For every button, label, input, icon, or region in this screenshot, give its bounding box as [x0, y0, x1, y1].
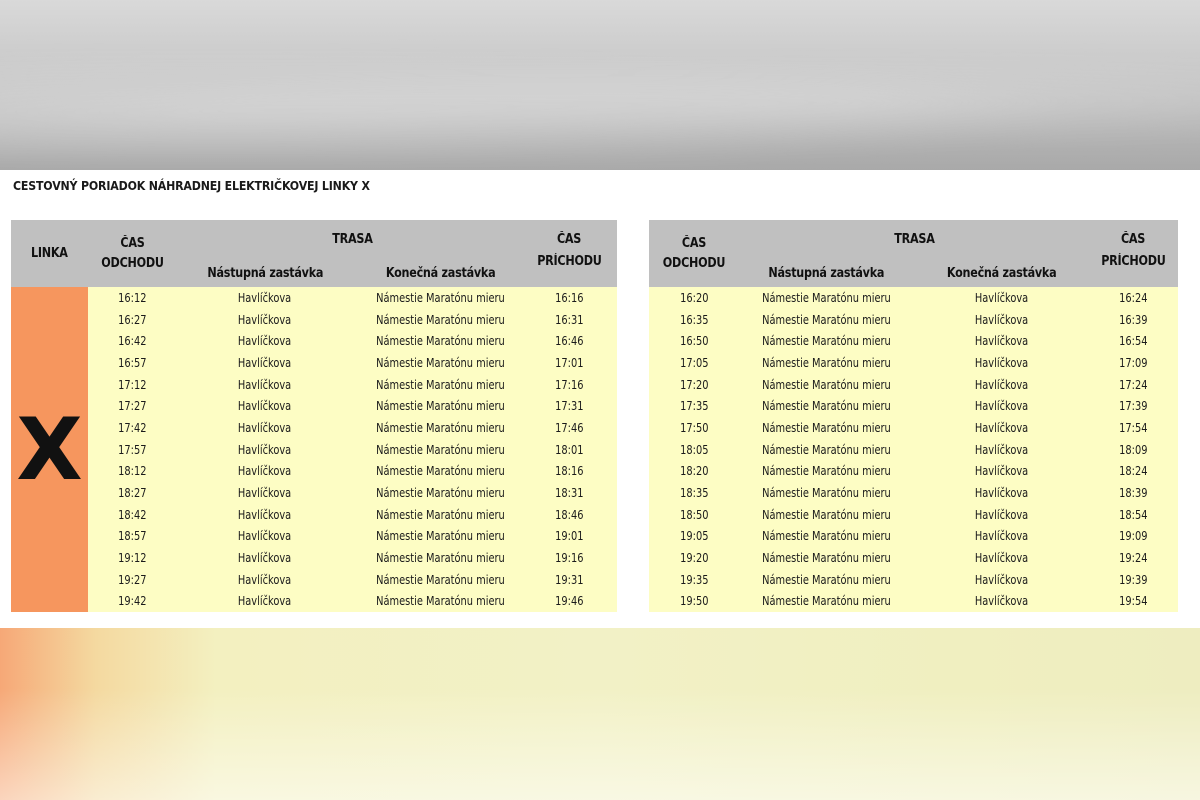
arrival-time-cell: 18:09 — [1119, 442, 1148, 457]
timetable-outbound — [11, 220, 617, 612]
final-stop-cell: Havlíčkova — [974, 529, 1029, 544]
boarding-stop-cell: Havlíčkova — [238, 551, 292, 566]
boarding-stop-cell: Havlíčkova — [238, 442, 292, 457]
final-stop-cell: Havlíčkova — [974, 355, 1029, 370]
boarding-stop-cell: Námestie Maratónu mieru — [762, 442, 891, 457]
boarding-stop-cell: Havlíčkova — [238, 399, 292, 414]
boarding-stop-cell: Havlíčkova — [238, 420, 292, 435]
arrival-time-cell: 17:31 — [554, 399, 584, 414]
departure-time-cell: 18:50 — [679, 507, 709, 522]
arrival-time-cell: 18:31 — [554, 486, 584, 501]
final-stop-cell: Havlíčkova — [974, 399, 1029, 414]
departure-time-cell: 17:50 — [679, 420, 709, 435]
boarding-stop-cell: Námestie Maratónu mieru — [762, 377, 891, 392]
table-row — [11, 352, 617, 374]
table-row — [649, 504, 1178, 526]
departure-time-cell: 19:20 — [679, 551, 709, 566]
arrival-time-cell: 19:31 — [554, 572, 584, 587]
table-row — [11, 591, 617, 613]
final-stop-cell: Námestie Maratónu mieru — [376, 420, 505, 435]
table-row — [649, 417, 1178, 439]
departure-time-cell: 18:35 — [679, 486, 709, 501]
table-row — [649, 330, 1178, 352]
final-stop-cell: Námestie Maratónu mieru — [376, 594, 505, 609]
departure-time-cell: 18:57 — [118, 529, 147, 544]
departure-time-cell: 16:50 — [679, 334, 709, 349]
final-stop-cell: Havlíčkova — [974, 420, 1029, 435]
final-stop-cell: Námestie Maratónu mieru — [376, 486, 505, 501]
final-stop-cell: Námestie Maratónu mieru — [376, 551, 505, 566]
final-stop-cell: Havlíčkova — [974, 551, 1029, 566]
departure-time-cell: 16:20 — [679, 290, 709, 305]
departure-time-cell: 19:27 — [118, 572, 147, 587]
departure-time-cell: 16:27 — [118, 312, 147, 327]
departure-time-cell: 17:35 — [679, 399, 709, 414]
arrival-time-cell: 17:54 — [1119, 420, 1148, 435]
final-stop-cell: Námestie Maratónu mieru — [376, 334, 505, 349]
arrival-time-cell: 18:46 — [554, 507, 584, 522]
table-body — [649, 287, 1178, 612]
header-cas-odchodu: ČAS ODCHODU — [662, 235, 726, 271]
blurred-background-bottom — [0, 628, 1200, 800]
final-stop-cell: Havlíčkova — [974, 334, 1029, 349]
departure-time-cell: 17:12 — [118, 377, 147, 392]
boarding-stop-cell: Havlíčkova — [238, 529, 292, 544]
table-row — [649, 591, 1178, 613]
boarding-stop-cell: Havlíčkova — [238, 377, 292, 392]
table-row — [649, 352, 1178, 374]
departure-time-cell: 19:05 — [679, 529, 709, 544]
departure-time-cell: 19:50 — [679, 594, 709, 609]
table-row — [11, 569, 617, 591]
table-row — [11, 482, 617, 504]
boarding-stop-cell: Námestie Maratónu mieru — [762, 312, 891, 327]
page-title: CESTOVNÝ PORIADOK NÁHRADNEJ ELEKTRIČKOVEJ LINKY X — [13, 178, 370, 193]
arrival-time-cell: 18:16 — [554, 464, 584, 479]
arrival-time-cell: 16:24 — [1119, 290, 1148, 305]
departure-time-cell: 16:42 — [118, 334, 147, 349]
boarding-stop-cell: Námestie Maratónu mieru — [762, 529, 891, 544]
table-body — [11, 287, 617, 612]
departure-time-cell: 18:05 — [679, 442, 709, 457]
final-stop-cell: Havlíčkova — [974, 290, 1029, 305]
final-stop-cell: Havlíčkova — [974, 507, 1029, 522]
arrival-time-cell: 16:31 — [554, 312, 584, 327]
table-row — [649, 395, 1178, 417]
boarding-stop-cell: Havlíčkova — [238, 464, 292, 479]
final-stop-cell: Námestie Maratónu mieru — [376, 355, 505, 370]
boarding-stop-cell: Námestie Maratónu mieru — [762, 507, 891, 522]
departure-time-cell: 16:57 — [118, 355, 147, 370]
table-row — [11, 395, 617, 417]
header-konecna-zastavka: Konečná zastávka — [946, 266, 1057, 281]
arrival-time-cell: 17:39 — [1119, 399, 1148, 414]
arrival-time-cell: 19:01 — [554, 529, 584, 544]
arrival-time-cell: 16:39 — [1119, 312, 1148, 327]
departure-time-cell: 19:42 — [118, 594, 147, 609]
blurred-background-top — [0, 0, 1200, 170]
boarding-stop-cell: Havlíčkova — [238, 355, 292, 370]
table-row — [11, 417, 617, 439]
final-stop-cell: Námestie Maratónu mieru — [376, 442, 505, 457]
header-cas-prichodu-line2: PRÍCHODU — [1101, 254, 1166, 269]
arrival-time-cell: 19:09 — [1119, 529, 1148, 544]
departure-time-cell: 17:27 — [118, 399, 147, 414]
arrival-time-cell: 19:54 — [1119, 594, 1148, 609]
final-stop-cell: Námestie Maratónu mieru — [376, 464, 505, 479]
header-cas-prichodu-line1: ČAS — [1121, 232, 1146, 247]
departure-time-cell: 18:12 — [118, 464, 147, 479]
table-row — [649, 461, 1178, 483]
final-stop-cell: Havlíčkova — [974, 464, 1029, 479]
header-konecna-zastavka: Konečná zastávka — [385, 266, 496, 281]
final-stop-cell: Námestie Maratónu mieru — [376, 507, 505, 522]
final-stop-cell: Námestie Maratónu mieru — [376, 529, 505, 544]
arrival-time-cell: 17:09 — [1119, 355, 1148, 370]
boarding-stop-cell: Námestie Maratónu mieru — [762, 290, 891, 305]
boarding-stop-cell: Námestie Maratónu mieru — [762, 420, 891, 435]
departure-time-cell: 17:20 — [679, 377, 709, 392]
final-stop-cell: Námestie Maratónu mieru — [376, 377, 505, 392]
arrival-time-cell: 16:46 — [554, 334, 584, 349]
boarding-stop-cell: Havlíčkova — [238, 507, 292, 522]
table-row — [11, 461, 617, 483]
table-row — [649, 547, 1178, 569]
boarding-stop-cell: Havlíčkova — [238, 290, 292, 305]
header-cas-odchodu: ČAS ODCHODU — [101, 235, 164, 271]
arrival-time-cell: 17:01 — [554, 355, 584, 370]
table-row — [649, 569, 1178, 591]
table-row — [649, 482, 1178, 504]
boarding-stop-cell: Havlíčkova — [238, 486, 292, 501]
final-stop-cell: Námestie Maratónu mieru — [376, 312, 505, 327]
final-stop-cell: Havlíčkova — [974, 594, 1029, 609]
boarding-stop-cell: Námestie Maratónu mieru — [762, 334, 891, 349]
table-row — [649, 526, 1178, 548]
table-row — [11, 439, 617, 461]
table-row — [11, 504, 617, 526]
departure-time-cell: 17:42 — [118, 420, 147, 435]
departure-time-cell: 16:12 — [118, 290, 147, 305]
table-header — [649, 220, 1178, 287]
timetable-return — [649, 220, 1178, 612]
departure-time-cell: 19:35 — [679, 572, 709, 587]
arrival-time-cell: 18:54 — [1119, 507, 1148, 522]
table-row — [11, 330, 617, 352]
boarding-stop-cell: Námestie Maratónu mieru — [762, 486, 891, 501]
departure-time-cell: 18:20 — [679, 464, 709, 479]
table-header — [11, 220, 617, 287]
header-cas-prichodu-line1: ČAS — [556, 232, 582, 247]
table-row — [649, 287, 1178, 309]
final-stop-cell: Havlíčkova — [974, 312, 1029, 327]
arrival-time-cell: 17:24 — [1119, 377, 1148, 392]
departure-time-cell: 17:05 — [679, 355, 709, 370]
final-stop-cell: Námestie Maratónu mieru — [376, 290, 505, 305]
final-stop-cell: Havlíčkova — [974, 442, 1029, 457]
final-stop-cell: Námestie Maratónu mieru — [376, 399, 505, 414]
table-row — [11, 547, 617, 569]
arrival-time-cell: 17:16 — [554, 377, 584, 392]
header-cas-prichodu-line2: PRÍCHODU — [536, 254, 602, 269]
header-nastupna-zastavka: Nástupná zastávka — [768, 266, 885, 281]
departure-time-cell: 18:42 — [118, 507, 147, 522]
table-row — [11, 287, 617, 309]
boarding-stop-cell: Námestie Maratónu mieru — [762, 399, 891, 414]
arrival-time-cell: 16:54 — [1119, 334, 1148, 349]
boarding-stop-cell: Havlíčkova — [238, 594, 292, 609]
boarding-stop-cell: Havlíčkova — [238, 572, 292, 587]
departure-time-cell: 18:27 — [118, 486, 147, 501]
arrival-time-cell: 19:24 — [1119, 551, 1148, 566]
header-nastupna-zastavka: Nástupná zastávka — [207, 266, 323, 281]
header-linka: LINKA — [31, 245, 68, 261]
arrival-time-cell: 18:01 — [554, 442, 584, 457]
arrival-time-cell: 17:46 — [554, 420, 584, 435]
arrival-time-cell: 19:46 — [554, 594, 584, 609]
header-trasa: TRASA — [332, 232, 373, 247]
departure-time-cell: 19:12 — [118, 551, 147, 566]
header-trasa: TRASA — [893, 232, 935, 247]
final-stop-cell: Havlíčkova — [974, 572, 1029, 587]
arrival-time-cell: 19:39 — [1119, 572, 1148, 587]
table-row — [11, 374, 617, 396]
table-row — [11, 309, 617, 331]
boarding-stop-cell: Havlíčkova — [238, 312, 292, 327]
final-stop-cell: Havlíčkova — [974, 486, 1029, 501]
boarding-stop-cell: Námestie Maratónu mieru — [762, 551, 891, 566]
arrival-time-cell: 18:39 — [1119, 486, 1148, 501]
arrival-time-cell: 18:24 — [1119, 464, 1148, 479]
boarding-stop-cell: Havlíčkova — [238, 334, 292, 349]
final-stop-cell: Námestie Maratónu mieru — [376, 572, 505, 587]
departure-time-cell: 17:57 — [118, 442, 147, 457]
line-badge: X — [11, 287, 88, 612]
departure-time-cell: 16:35 — [679, 312, 709, 327]
arrival-time-cell: 19:16 — [554, 551, 584, 566]
boarding-stop-cell: Námestie Maratónu mieru — [762, 594, 891, 609]
final-stop-cell: Havlíčkova — [974, 377, 1029, 392]
table-row — [11, 526, 617, 548]
table-row — [649, 309, 1178, 331]
arrival-time-cell: 16:16 — [554, 290, 584, 305]
table-row — [649, 439, 1178, 461]
boarding-stop-cell: Námestie Maratónu mieru — [762, 464, 891, 479]
boarding-stop-cell: Námestie Maratónu mieru — [762, 355, 891, 370]
timetable-sheet — [0, 170, 1200, 628]
table-row — [649, 374, 1178, 396]
boarding-stop-cell: Námestie Maratónu mieru — [762, 572, 891, 587]
